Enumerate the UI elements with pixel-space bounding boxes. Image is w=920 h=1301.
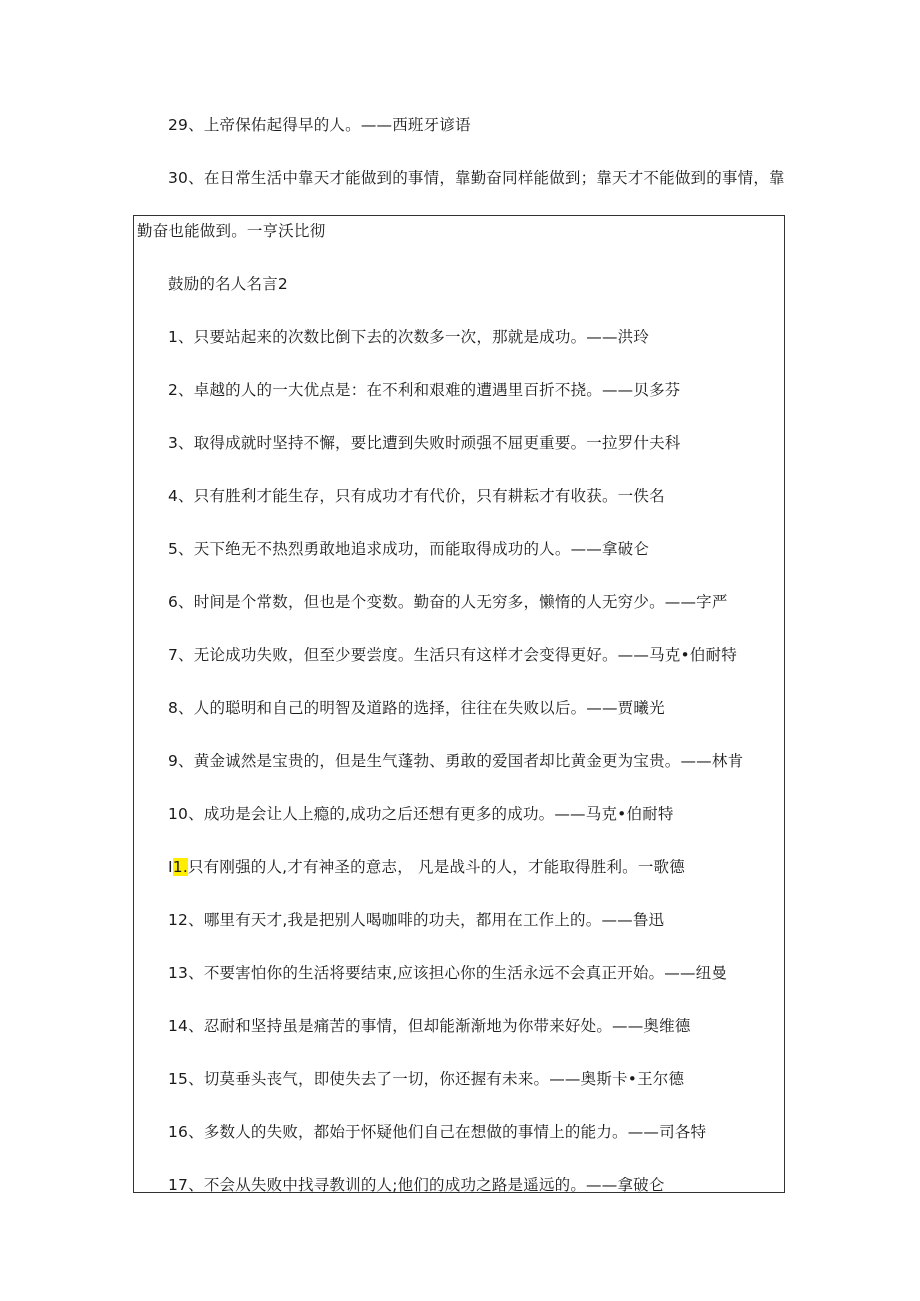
quote-29: 29、上帝保佑起得早的人。——西班牙谚语 — [168, 116, 471, 134]
quote-11 — [168, 857, 685, 877]
quote-5: 5、天下绝无不热烈勇敢地追求成功，而能取得成功的人。——拿破仑 — [168, 540, 650, 558]
quote-13: 13、不要害怕你的生活将要结束,应该担心你的生活永远不会真正开始。——纽曼 — [168, 964, 728, 982]
quote-17: 17、不会从失败中找寻教训的人;他们的成功之路是遥远的。——拿破仑 — [168, 1176, 665, 1194]
quote-12: 12、哪里有天才,我是把别人喝咖啡的功夫，都用在工作上的。——鲁迅 — [168, 911, 665, 929]
quote-2: 2、卓越的人的一大优点是：在不利和艰难的遭遇里百折不挠。——贝多芬 — [168, 381, 681, 399]
highlight-mark: 1. — [172, 858, 188, 876]
quote-10: 10、成功是会让人上瘾的,成功之后还想有更多的成功。——马克•伯耐特 — [168, 805, 674, 823]
quote-3: 3、取得成就时坚持不懈，要比遭到失败时顽强不屈更重要。一拉罗什夫科 — [168, 434, 681, 452]
quote-9: 9、黄金诚然是宝贵的，但是生气蓬勃、勇敢的爱国者却比黄金更为宝贵。——林肯 — [168, 752, 744, 770]
quote-15: 15、切莫垂头丧气，即使失去了一切，你还握有未来。——奥斯卡•王尔德 — [168, 1070, 685, 1088]
quote-7: 7、无论成功失败，但至少要尝度。生活只有这样才会变得更好。——马克•伯耐特 — [168, 646, 737, 664]
section-title: 鼓励的名人名言2 — [168, 275, 288, 293]
quote-11-text: 只有刚强的人,才有神圣的意志， 凡是战斗的人，才能取得胜利。一歌德 — [187, 858, 685, 876]
quote-4: 4、只有胜利才能生存，只有成功才有代价，只有耕耘才有收获。一佚名 — [168, 487, 665, 505]
quote-11-prefix: I — [168, 858, 173, 876]
quote-1: 1、只要站起来的次数比倒下去的次数多一次，那就是成功。——洪玲 — [168, 328, 650, 346]
quote-8: 8、人的聪明和自己的明智及道路的选择，往往在失败以后。——贾曦光 — [168, 699, 665, 717]
quote-14: 14、忍耐和坚持虽是痛苦的事情，但却能渐渐地为你带来好处。——奥维德 — [168, 1017, 691, 1035]
quote-30-continuation: 勤奋也能做到。一亨沃比彻 — [137, 222, 326, 240]
quote-6: 6、时间是个常数，但也是个变数。勤奋的人无穷多，懒惰的人无穷少。——字严 — [168, 593, 728, 611]
quote-30: 30、在日常生活中靠天才能做到的事情，靠勤奋同样能做到；靠天才不能做到的事情，靠 — [168, 169, 785, 187]
quote-16: 16、多数人的失败，都始于怀疑他们自己在想做的事情上的能力。——司各特 — [168, 1123, 707, 1141]
